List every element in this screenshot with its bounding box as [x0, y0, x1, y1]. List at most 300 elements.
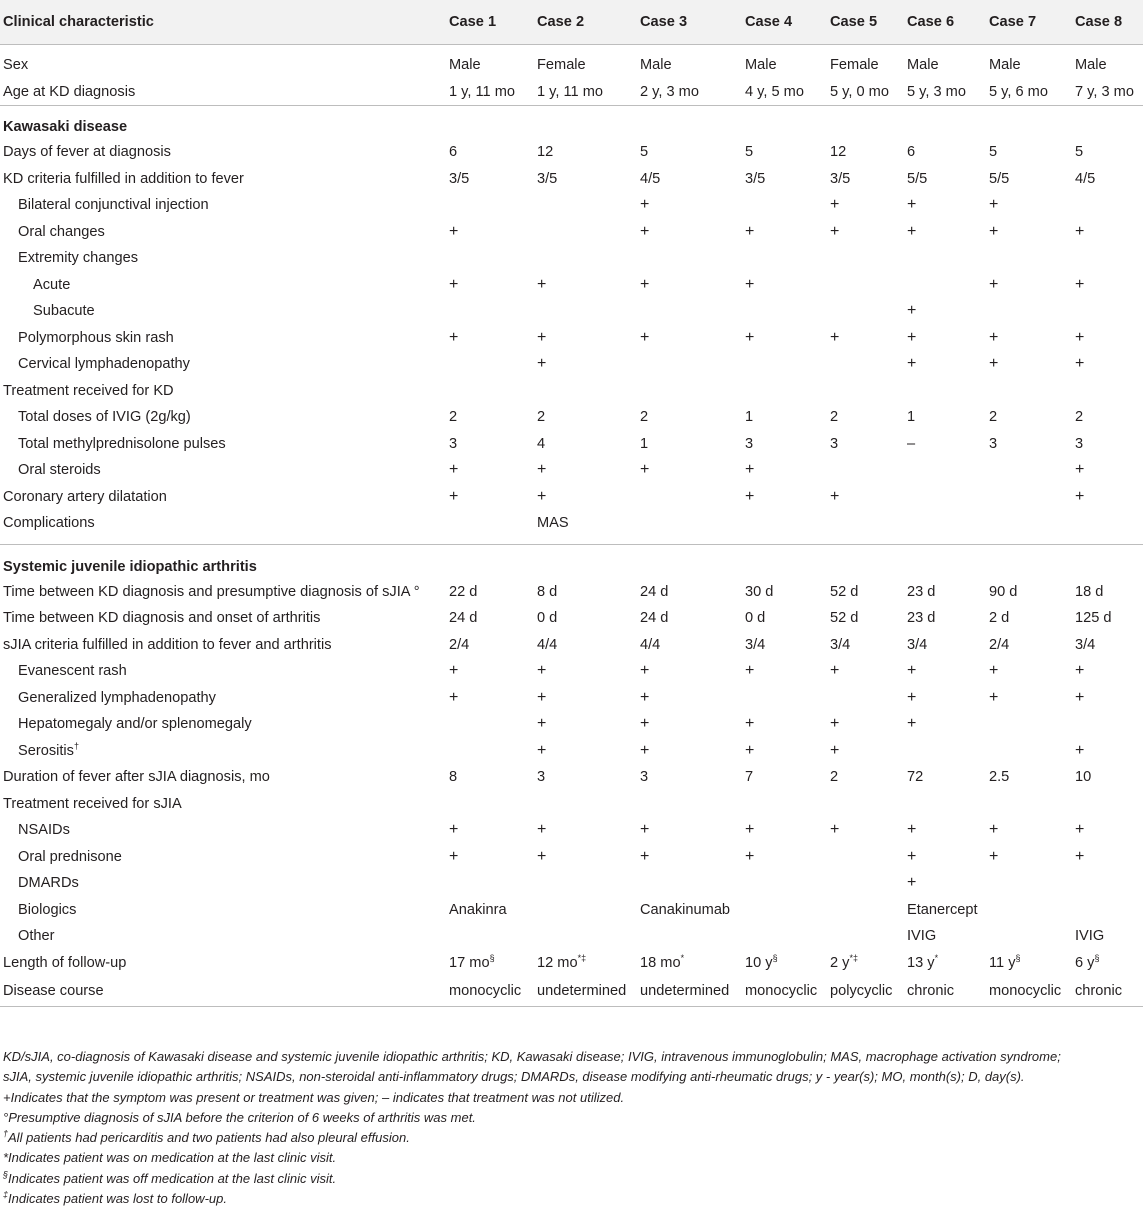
cell: +: [830, 821, 840, 839]
cell: [446, 711, 534, 738]
footnote-mark: *: [680, 952, 685, 963]
cell: 10: [1075, 769, 1092, 786]
row-label: Subacute: [33, 303, 95, 320]
cell: 23 d: [907, 583, 936, 600]
cell: 3: [640, 769, 649, 786]
cell: +: [907, 874, 917, 892]
cell: 3/5: [745, 170, 766, 187]
row-label: Age at KD diagnosis: [3, 83, 136, 100]
row-label: Bilateral conjunctival injection: [18, 197, 209, 214]
footnote-mark: *‡: [849, 952, 858, 963]
cell: 5 y, 0 mo: [830, 83, 889, 100]
row-oral-changes: [0, 219, 1143, 246]
cell: 72: [907, 769, 924, 786]
cell: +: [745, 847, 755, 865]
row-label: Hepatomegaly and/or splenomegaly: [18, 716, 252, 733]
cell: +: [830, 487, 840, 505]
cell: [1072, 897, 1143, 924]
section-kawasaki: [0, 105, 1143, 139]
cell: [446, 950, 534, 977]
cell: 52 d: [830, 583, 859, 600]
footnote-ddagger: [3, 1189, 1141, 1209]
cell: 7 y, 3 mo: [1075, 83, 1134, 100]
cell: [904, 484, 986, 511]
cell: +: [989, 355, 999, 373]
cell: 24 d: [640, 610, 669, 627]
cell: undetermined: [637, 976, 742, 1006]
row-conjunctival: [0, 192, 1143, 219]
footnote-mark: §: [489, 952, 495, 963]
row-coronary: [0, 484, 1143, 511]
row-nsaids: [0, 817, 1143, 844]
cell: MAS: [537, 515, 569, 532]
cell: +: [449, 688, 459, 706]
row-kd-criteria: [0, 166, 1143, 193]
row-skin-rash: [0, 325, 1143, 352]
row-serositis: [0, 738, 1143, 765]
cell: 5/5: [989, 170, 1010, 187]
footnote-mark: †: [73, 740, 79, 751]
cell: +: [830, 662, 840, 680]
cell: [904, 510, 986, 537]
row-label: NSAIDs: [18, 822, 70, 839]
row-hepatomegaly: [0, 711, 1143, 738]
footnote-text: All patients had pericarditis and two patients had also pleural effusion.: [8, 1130, 410, 1146]
section-title: Systemic juvenile idiopathic arthritis: [0, 545, 1143, 579]
cell: 8: [449, 769, 458, 786]
cell: 24 d: [449, 610, 478, 627]
cell: 30 d: [745, 583, 774, 600]
followup-value: 13 y: [907, 954, 935, 971]
cell: [446, 923, 534, 950]
cell: [742, 870, 827, 897]
cell: +: [745, 222, 755, 240]
row-label: [0, 738, 446, 765]
cell: 12: [537, 144, 554, 161]
cell: 3/5: [830, 170, 851, 187]
header-case-3: Case 3: [637, 0, 742, 44]
cell: +: [989, 275, 999, 293]
cell: 3: [989, 435, 998, 452]
cell: [827, 685, 904, 712]
cell: [534, 219, 637, 246]
cell: [637, 510, 742, 537]
cell: +: [907, 328, 917, 346]
footnote-star: *Indicates patient was on medication at the last clinic visit.: [3, 1150, 337, 1166]
cell: 2: [830, 769, 839, 786]
header-row: [0, 0, 1143, 44]
header-case-5: Case 5: [827, 0, 904, 44]
cell: +: [537, 487, 547, 505]
cell: +: [989, 328, 999, 346]
cell: +: [745, 662, 755, 680]
cell: +: [640, 222, 650, 240]
footnote-section: [3, 1169, 1141, 1189]
cell: [827, 844, 904, 871]
cell: +: [745, 715, 755, 733]
cell: [742, 298, 827, 325]
header-case-6: Case 6: [904, 0, 986, 44]
cell: +: [1075, 487, 1085, 505]
cell: +: [907, 196, 917, 214]
cell: [742, 950, 827, 977]
section-sjia: [0, 545, 1143, 579]
cell: [904, 950, 986, 977]
cell: [1072, 298, 1143, 325]
cell: [1072, 950, 1143, 977]
cell: +: [907, 662, 917, 680]
cell: 5: [1075, 144, 1084, 161]
row-label: Oral steroids: [18, 462, 101, 479]
cell: –: [907, 435, 916, 452]
row-complications: [0, 510, 1143, 537]
cell: 4 y, 5 mo: [745, 83, 804, 100]
cell: +: [745, 487, 755, 505]
cell: Anakinra: [449, 901, 507, 918]
cell: +: [537, 275, 547, 293]
cell: Etanercept: [907, 901, 978, 918]
header-case-4: Case 4: [742, 0, 827, 44]
cell: 90 d: [989, 583, 1018, 600]
row-label: Duration of fever after sJIA diagnosis, mo: [3, 769, 270, 786]
cell: +: [830, 196, 840, 214]
cell: +: [537, 715, 547, 733]
cell: [1072, 192, 1143, 219]
cell: 24 d: [640, 583, 669, 600]
footnote-mark: *: [934, 952, 939, 963]
cell: +: [745, 328, 755, 346]
cell: +: [1075, 847, 1085, 865]
row-time-presumptive: [0, 579, 1143, 606]
cell: [446, 870, 534, 897]
cell: [986, 950, 1072, 977]
cell: +: [989, 222, 999, 240]
header-case-7: Case 7: [986, 0, 1072, 44]
footnote-mark: §: [772, 952, 778, 963]
cell: +: [907, 302, 917, 320]
header-case-8: Case 8: [1072, 0, 1143, 44]
cell: +: [537, 847, 547, 865]
cell: [637, 870, 742, 897]
cell: [534, 870, 637, 897]
row-sjia-treatment: [0, 791, 1143, 818]
cell: +: [640, 847, 650, 865]
row-ivig: [0, 404, 1143, 431]
cell: +: [907, 847, 917, 865]
cell: 2: [1075, 409, 1084, 426]
cell: 2 y, 3 mo: [640, 83, 699, 100]
cell: Male: [1075, 57, 1107, 74]
cell: [446, 192, 534, 219]
cell: [986, 870, 1072, 897]
cell: +: [1075, 688, 1085, 706]
cell: +: [449, 275, 459, 293]
cell: [904, 272, 986, 299]
cell: +: [640, 688, 650, 706]
row-label: Total doses of IVIG (2g/kg): [18, 409, 191, 426]
cell: [827, 950, 904, 977]
followup-value: 6 y: [1075, 954, 1095, 971]
row-other: [0, 923, 1143, 950]
row-label: Coronary artery dilatation: [3, 488, 167, 505]
cell: [827, 510, 904, 537]
cell: undetermined: [534, 976, 637, 1006]
cell: [1072, 711, 1143, 738]
cell: +: [907, 821, 917, 839]
cell: 2 d: [989, 610, 1010, 627]
cell: 8 d: [537, 583, 558, 600]
row-disease-course: [0, 976, 1143, 1006]
row-fever-days: [0, 139, 1143, 166]
cell: 18 d: [1075, 583, 1104, 600]
cell: 6: [907, 144, 916, 161]
row-evanescent-rash: [0, 658, 1143, 685]
cell: IVIG: [1075, 928, 1105, 945]
cell: [446, 298, 534, 325]
cell: +: [640, 196, 650, 214]
cell: 5: [745, 144, 754, 161]
footnote-mark: *‡: [577, 952, 587, 963]
cell: [827, 298, 904, 325]
cell: 2: [449, 409, 458, 426]
cell: [904, 738, 986, 765]
cell: [1072, 870, 1143, 897]
row-sjia-criteria: [0, 632, 1143, 659]
cell: 2.5: [989, 769, 1010, 786]
cell: 2/4: [989, 636, 1010, 653]
cell: 0 d: [537, 610, 558, 627]
cell: +: [640, 328, 650, 346]
row-label: sJIA criteria fulfilled in addition to fever and arthritis: [3, 636, 332, 653]
row-cervical-lymph: [0, 351, 1143, 378]
cell: Male: [989, 57, 1021, 74]
cell: +: [449, 847, 459, 865]
row-label: Biologics: [18, 901, 77, 918]
cell: Male: [640, 57, 672, 74]
cell: +: [449, 487, 459, 505]
cell: 4: [537, 435, 546, 452]
cell: +: [449, 461, 459, 479]
cell: +: [537, 741, 547, 759]
footnote-mark: §: [3, 1169, 9, 1180]
cell: 6: [449, 144, 458, 161]
cell: +: [537, 461, 547, 479]
row-label: Days of fever at diagnosis: [3, 144, 171, 161]
cell: [446, 738, 534, 765]
cell: +: [537, 662, 547, 680]
header-case-1: Case 1: [446, 0, 534, 44]
cell: 3/4: [907, 636, 928, 653]
cell: Male: [745, 57, 777, 74]
cell: 3/4: [1075, 636, 1096, 653]
cell: Male: [907, 57, 939, 74]
cell: 3/5: [449, 170, 470, 187]
cell: +: [640, 715, 650, 733]
row-label: Complications: [3, 515, 95, 532]
cell: [827, 870, 904, 897]
serositis-label: Serositis: [18, 742, 74, 759]
cell: +: [1075, 821, 1085, 839]
cell: [827, 897, 904, 924]
row-label: Extremity changes: [18, 250, 139, 267]
cell: [742, 923, 827, 950]
cell: +: [989, 196, 999, 214]
cell: 0 d: [745, 610, 766, 627]
cell: +: [907, 715, 917, 733]
cell: +: [537, 688, 547, 706]
cell: [986, 711, 1072, 738]
row-acute: [0, 272, 1143, 299]
footnote-text: Indicates patient was off medication at the last clinic visit.: [8, 1170, 337, 1186]
row-label: Oral changes: [18, 223, 105, 240]
cell: 5: [989, 144, 998, 161]
row-methylprednisolone: [0, 431, 1143, 458]
cell: +: [989, 821, 999, 839]
row-age: [0, 79, 1143, 106]
row-generalized-lymph: [0, 685, 1143, 712]
followup-value: 2 y: [830, 954, 850, 971]
cell: 1 y, 11 mo: [537, 83, 603, 100]
cell: [742, 685, 827, 712]
row-label: Total methylprednisolone pulses: [18, 435, 226, 452]
row-label: Polymorphous skin rash: [18, 329, 174, 346]
row-label: Oral prednisone: [18, 848, 122, 865]
cell: 3: [745, 435, 754, 452]
cell: [986, 457, 1072, 484]
cell: 5 y, 3 mo: [907, 83, 966, 100]
cell: 2: [989, 409, 998, 426]
footnote-dagger: [3, 1128, 1141, 1148]
cell: monocyclic: [742, 976, 827, 1006]
cell: [986, 738, 1072, 765]
cell: [986, 484, 1072, 511]
cell: [742, 510, 827, 537]
cell: [986, 923, 1072, 950]
row-kd-treatment: [0, 378, 1143, 405]
cell: [986, 897, 1072, 924]
footnote-text: Indicates patient was lost to follow-up.: [8, 1191, 227, 1207]
cell: 3: [830, 435, 839, 452]
row-label: Other: [18, 928, 55, 945]
cell: +: [640, 821, 650, 839]
cell: +: [907, 222, 917, 240]
cell: [986, 510, 1072, 537]
cell: 125 d: [1075, 610, 1112, 627]
footnote-presumptive: °Presumptive diagnosis of sJIA before the criterion of 6 weeks of arthritis was met.: [3, 1109, 476, 1125]
cell: 1: [640, 435, 649, 452]
cell: 2: [537, 409, 546, 426]
cell: 1 y, 11 mo: [449, 83, 515, 100]
cell: 2: [830, 409, 839, 426]
cell: +: [830, 715, 840, 733]
cell: 3/4: [745, 636, 766, 653]
cell: chronic: [904, 976, 986, 1006]
cell: Female: [537, 57, 586, 74]
cell: [534, 192, 637, 219]
cell: [534, 950, 637, 977]
cell: Male: [449, 57, 481, 74]
cell: +: [745, 275, 755, 293]
cell: [637, 298, 742, 325]
cell: 3: [1075, 435, 1084, 452]
followup-value: 17 mo: [449, 954, 490, 971]
cell: [637, 351, 742, 378]
cell: +: [449, 662, 459, 680]
cell: [446, 510, 534, 537]
cell: 23 d: [907, 610, 936, 627]
row-label: Evanescent rash: [18, 663, 127, 680]
cell: 3/4: [830, 636, 851, 653]
cell: [742, 192, 827, 219]
followup-value: 18 mo: [640, 954, 681, 971]
cell: [534, 298, 637, 325]
cell: +: [537, 328, 547, 346]
cell: 2: [640, 409, 649, 426]
cell: 4/4: [537, 636, 558, 653]
cell: [827, 923, 904, 950]
cell: chronic: [1072, 976, 1143, 1006]
cell: [1072, 510, 1143, 537]
row-label: Treatment received for sJIA: [3, 795, 182, 812]
footnote-mark: †: [3, 1128, 9, 1139]
cell: +: [1075, 461, 1085, 479]
section-title: Kawasaki disease: [0, 105, 1143, 139]
cell: +: [1075, 275, 1085, 293]
cell: 7: [745, 769, 754, 786]
footnote-mark: §: [1015, 952, 1021, 963]
footnote-plus: +Indicates that the symptom was present or treatment was given; – indicates that treatment was not utilized.: [3, 1089, 625, 1105]
row-label: Time between KD diagnosis and onset of arthritis: [3, 610, 321, 627]
cell: [637, 923, 742, 950]
cell: +: [1075, 222, 1085, 240]
followup-value: 11 y: [989, 954, 1016, 971]
cell: +: [449, 821, 459, 839]
cell: +: [640, 741, 650, 759]
cell: [986, 298, 1072, 325]
cell: +: [989, 847, 999, 865]
cell: +: [640, 662, 650, 680]
cell: 3: [449, 435, 458, 452]
row-oral-steroids: [0, 457, 1143, 484]
cell: +: [745, 821, 755, 839]
cell: +: [640, 275, 650, 293]
header-label: Clinical characteristic: [0, 0, 446, 44]
cell: 22 d: [449, 583, 478, 600]
footnote-abbreviations-1: KD/sJIA, co-diagnosis of Kawasaki disease and systemic juvenile idiopathic arthritis; KD, Kawasaki disease; IVIG, intravenous immunoglobulin; MAS, macrophage activation syndrome;: [3, 1049, 1061, 1064]
row-label: Acute: [33, 276, 71, 293]
cell: 3: [537, 769, 546, 786]
cell: 4/5: [640, 170, 661, 187]
cell: +: [745, 741, 755, 759]
cell: 1: [745, 409, 754, 426]
cell: +: [1075, 355, 1085, 373]
row-label: Length of follow-up: [3, 954, 127, 971]
cell: 4/4: [640, 636, 661, 653]
cell: +: [830, 328, 840, 346]
row-label: Generalized lymphadenopathy: [18, 689, 216, 706]
cell: +: [640, 461, 650, 479]
cell: 1: [907, 409, 916, 426]
cell: [827, 457, 904, 484]
cell: +: [1075, 662, 1085, 680]
cell: +: [449, 222, 459, 240]
row-label: Disease course: [0, 976, 446, 1006]
cell: 5 y, 6 mo: [989, 83, 1048, 100]
cell: [904, 457, 986, 484]
cell: [827, 272, 904, 299]
cell: 5/5: [907, 170, 928, 187]
footnote-abbreviations-2: sJIA, systemic juvenile idiopathic arthritis; NSAIDs, non-steroidal anti-inflammatory drugs; DMARDs, disease modifying anti-rheumatic drugs; y - year(s); MO, month(s); D, day(s).: [3, 1069, 1025, 1085]
